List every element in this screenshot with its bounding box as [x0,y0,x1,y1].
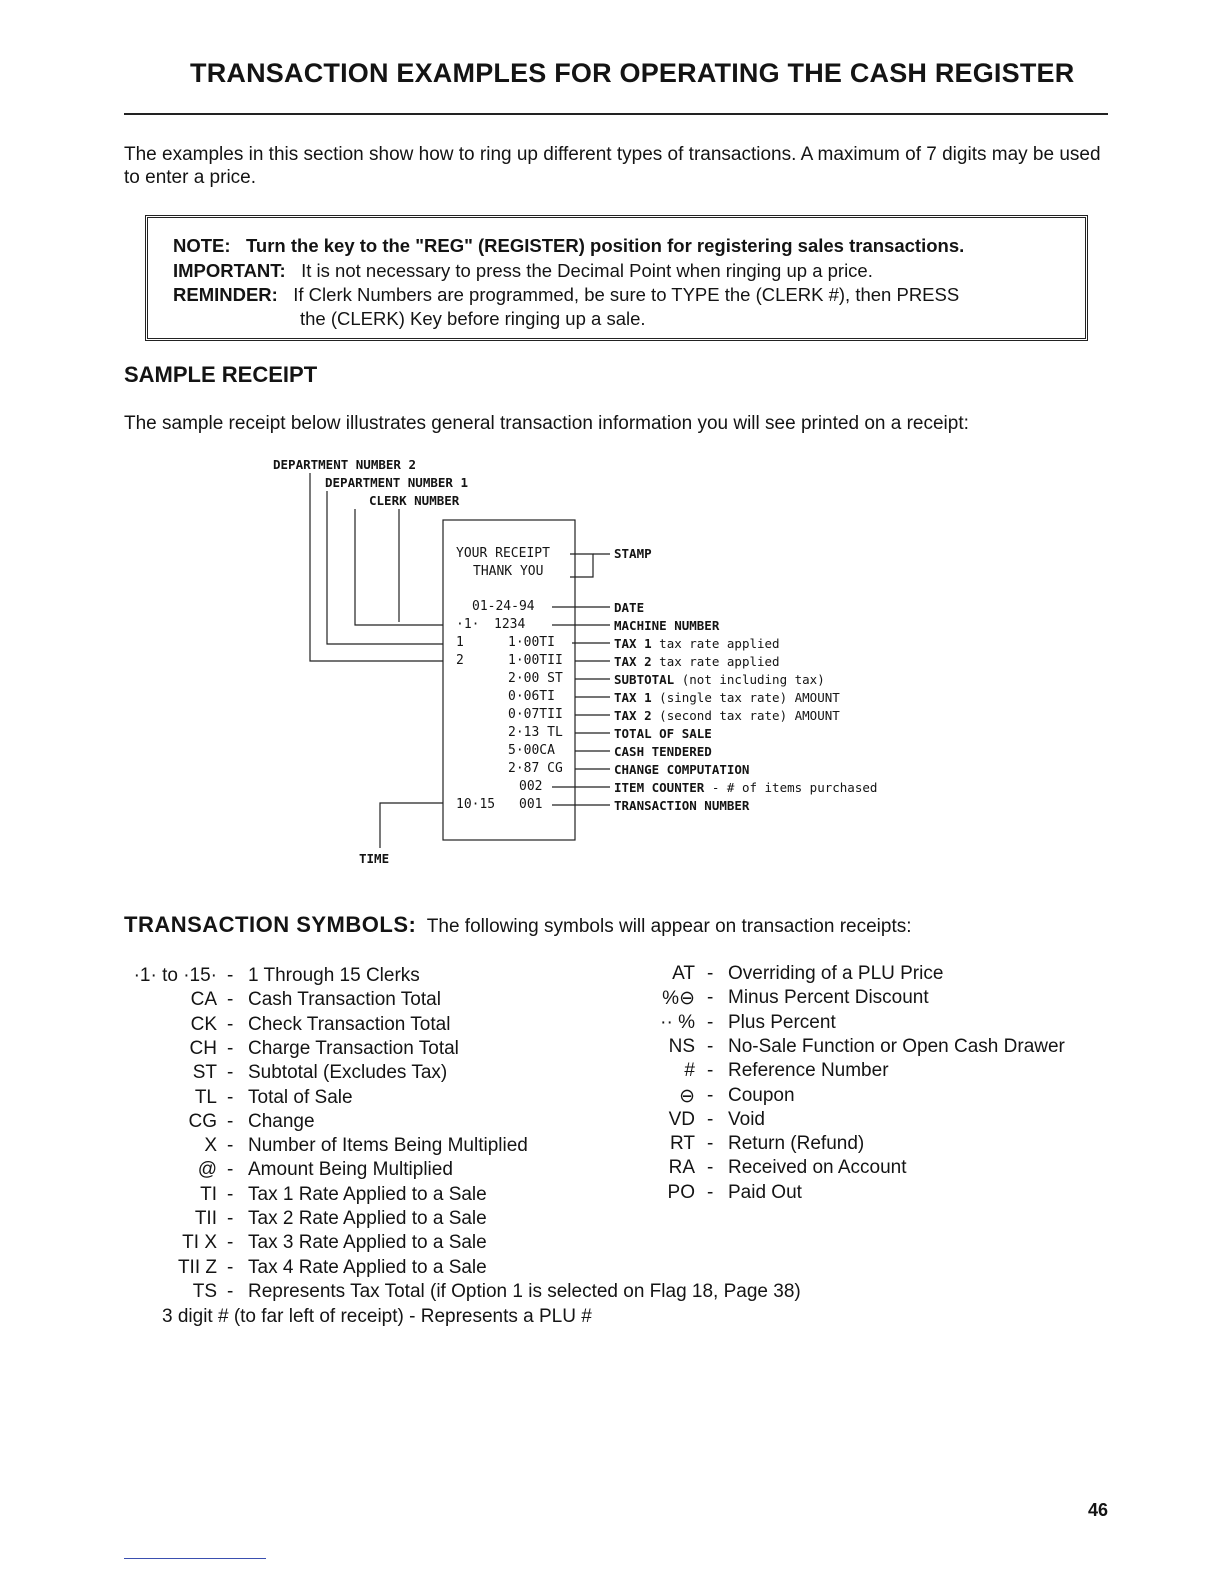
symbol-code: NS [668,1035,695,1057]
symbol-code: TI [200,1183,217,1205]
symbol-code: RA [668,1157,695,1179]
symbol-code: X [204,1135,217,1157]
receipt-dept-1: 1 [456,635,464,650]
receipt-time: 10·15 [456,797,496,812]
symbol-dash: - [707,1060,714,1082]
receipt-machine: 1234 [494,617,526,632]
receipt-value: 2·87 CG [508,761,563,776]
symbol-dash: - [707,1157,714,1179]
symbol-code: ·· % [660,1011,695,1033]
symbol-description: Return (Refund) [728,1133,865,1155]
symbol-dash: - [227,1280,234,1302]
symbol-dash: - [227,1135,234,1157]
symbol-code: ⊖ [679,1085,695,1107]
symbol-dash: - [227,965,234,986]
right-label: DATE [614,600,645,615]
symbol-dash: - [227,1037,234,1059]
symbol-dash: - [227,989,234,1011]
symbol-description: Received on Account [728,1157,907,1179]
receipt-stamp-line-2: THANK YOU [473,564,544,579]
symbols-heading: TRANSACTION SYMBOLS: [124,912,417,937]
symbol-description: Tax 4 Rate Applied to a Sale [248,1256,487,1278]
right-label: ITEM COUNTER - # of items purchased [614,780,878,795]
receipt-value: 0·06TI [508,689,555,704]
symbol-description: Subtotal (Excludes Tax) [248,1062,448,1084]
symbol-code: TII [194,1208,217,1229]
important-text: It is not necessary to press the Decimal Point when ringing up a price. [301,260,873,281]
symbol-code: CK [190,1013,217,1035]
symbol-code: CH [189,1037,217,1059]
receipt-value: 2·13 TL [508,725,563,740]
symbol-code: TS [192,1280,217,1302]
symbol-code: CA [190,989,217,1011]
symbol-code: AT [672,963,695,984]
reminder-text: If Clerk Numbers are programmed, be sure to TYPE the (CLERK #), then PRESS [293,284,960,305]
symbol-dash: - [707,1181,714,1203]
symbols-heading-line [124,912,912,938]
symbol-dash: - [227,1062,234,1084]
symbol-dash: - [227,1110,234,1132]
symbol-description: Check Transaction Total [248,1013,451,1035]
symbol-code: TI X [182,1232,217,1254]
reminder-text-continued: the (CLERK) Key before ringing up a sale. [300,308,646,329]
sample-receipt-heading: SAMPLE RECEIPT [124,362,318,387]
symbol-dash: - [707,1108,714,1130]
dept2-label: DEPARTMENT NUMBER 2 [273,457,416,472]
right-label: MACHINE NUMBER [614,618,720,633]
symbol-description: Amount Being Multiplied [248,1159,453,1181]
symbol-code: # [684,1060,695,1082]
symbol-description: Cash Transaction Total [248,989,441,1011]
time-label: TIME [359,851,390,866]
receipt-date: 01-24-94 [472,599,535,614]
right-label: CHANGE COMPUTATION [614,762,750,777]
stamp-bracket [570,554,593,577]
symbol-dash: - [227,1086,234,1108]
symbol-dash: - [227,1256,234,1278]
symbol-code: VD [668,1108,695,1130]
symbol-description: Void [728,1108,765,1130]
right-label: TOTAL OF SALE [614,726,712,741]
receipt-value: 2·00 ST [508,671,563,686]
symbol-code: CG [188,1110,217,1132]
page-number: 46 [1088,1500,1109,1520]
receipt-value: 0·07TII [508,707,563,722]
intro-paragraph: The examples in this section show how to ring up different types of transactions. A maximum of 7 digits may be used to enter a price. [124,144,1101,188]
symbol-dash: - [707,987,714,1009]
receipt-dept-1-amount: 1·00TI [508,635,555,650]
plu-line: 3 digit # (to far left of receipt) - Represents a PLU # [162,1306,592,1327]
symbol-description: 1 Through 15 Clerks [248,965,420,986]
symbol-dash: - [227,1183,234,1205]
symbol-description: Represents Tax Total (if Option 1 is selected on Flag 18, Page 38) [248,1280,801,1302]
symbol-dash: - [707,1133,714,1155]
symbol-description: Total of Sale [248,1086,353,1108]
symbol-description: Overriding of a PLU Price [728,963,944,984]
symbol-description: Coupon [728,1084,795,1106]
reminder-label: REMINDER: [173,284,278,305]
right-label: TAX 2 (second tax rate) AMOUNT [614,708,840,723]
symbol-dash: - [227,1013,234,1035]
symbol-code: ·1· to ·15· [133,965,217,986]
clerk-number-label: CLERK NUMBER [369,493,460,508]
symbol-code: @ [197,1159,217,1181]
symbol-description: Tax 1 Rate Applied to a Sale [248,1183,487,1205]
time-leader [380,803,443,848]
stamp-label: STAMP [614,546,652,561]
footer-rule [124,1558,266,1559]
symbol-dash: - [227,1232,234,1254]
symbol-dash: - [227,1208,234,1229]
symbol-dash: - [707,1035,714,1057]
symbol-description: Plus Percent [728,1011,836,1033]
symbol-description: Change [248,1110,315,1132]
symbol-description: Minus Percent Discount [728,987,929,1009]
receipt-clerk: ·1· [456,617,480,632]
symbol-description: Reference Number [728,1060,889,1082]
symbol-dash: - [227,1159,234,1181]
right-label: TAX 1 tax rate applied [614,636,780,651]
symbols-heading-note: The following symbols will appear on transaction receipts: [426,916,912,937]
dept1-label: DEPARTMENT NUMBER 1 [325,475,468,490]
symbol-code: PO [667,1181,695,1203]
symbol-description: No-Sale Function or Open Cash Drawer [728,1035,1065,1057]
receipt-stamp-line-1: YOUR RECEIPT [456,546,550,561]
right-label: CASH TENDERED [614,744,712,759]
symbol-code: ST [192,1062,217,1084]
note-label: NOTE: [173,235,231,256]
symbol-dash: - [707,963,714,984]
symbol-code: TII Z [177,1256,217,1278]
right-label: TAX 1 (single tax rate) AMOUNT [614,690,840,705]
symbol-description: Tax 3 Rate Applied to a Sale [248,1232,487,1254]
receipt-value: 5·00CA [508,743,555,758]
sample-receipt-description: The sample receipt below illustrates general transaction information you will see printed on a receipt: [124,413,969,434]
receipt-dept-2: 2 [456,653,464,668]
receipt-dept-2-amount: 1·00TII [508,653,563,668]
right-label: TAX 2 tax rate applied [614,654,780,669]
note-text: Turn the key to the "REG" (REGISTER) position for registering sales transactions. [245,235,965,256]
dept1-leader [327,491,443,644]
symbol-code: %⊖ [662,988,695,1010]
right-label: TRANSACTION NUMBER [614,798,750,813]
symbol-dash: - [707,1084,714,1106]
right-label: SUBTOTAL (not including tax) [614,672,825,687]
receipt-transaction-number: 001 [519,797,543,812]
receipt-value: 002 [519,779,543,794]
symbol-description: Paid Out [728,1181,802,1203]
symbol-description: Charge Transaction Total [248,1037,459,1059]
symbol-description: Number of Items Being Multiplied [248,1135,528,1157]
symbol-dash: - [707,1011,714,1033]
important-label: IMPORTANT: [173,260,286,281]
symbol-description: Tax 2 Rate Applied to a Sale [248,1208,487,1229]
page-title: TRANSACTION EXAMPLES FOR OPERATING THE CASH REGISTER [190,58,1075,88]
symbol-code: RT [670,1133,695,1155]
symbol-code: TL [194,1086,217,1108]
